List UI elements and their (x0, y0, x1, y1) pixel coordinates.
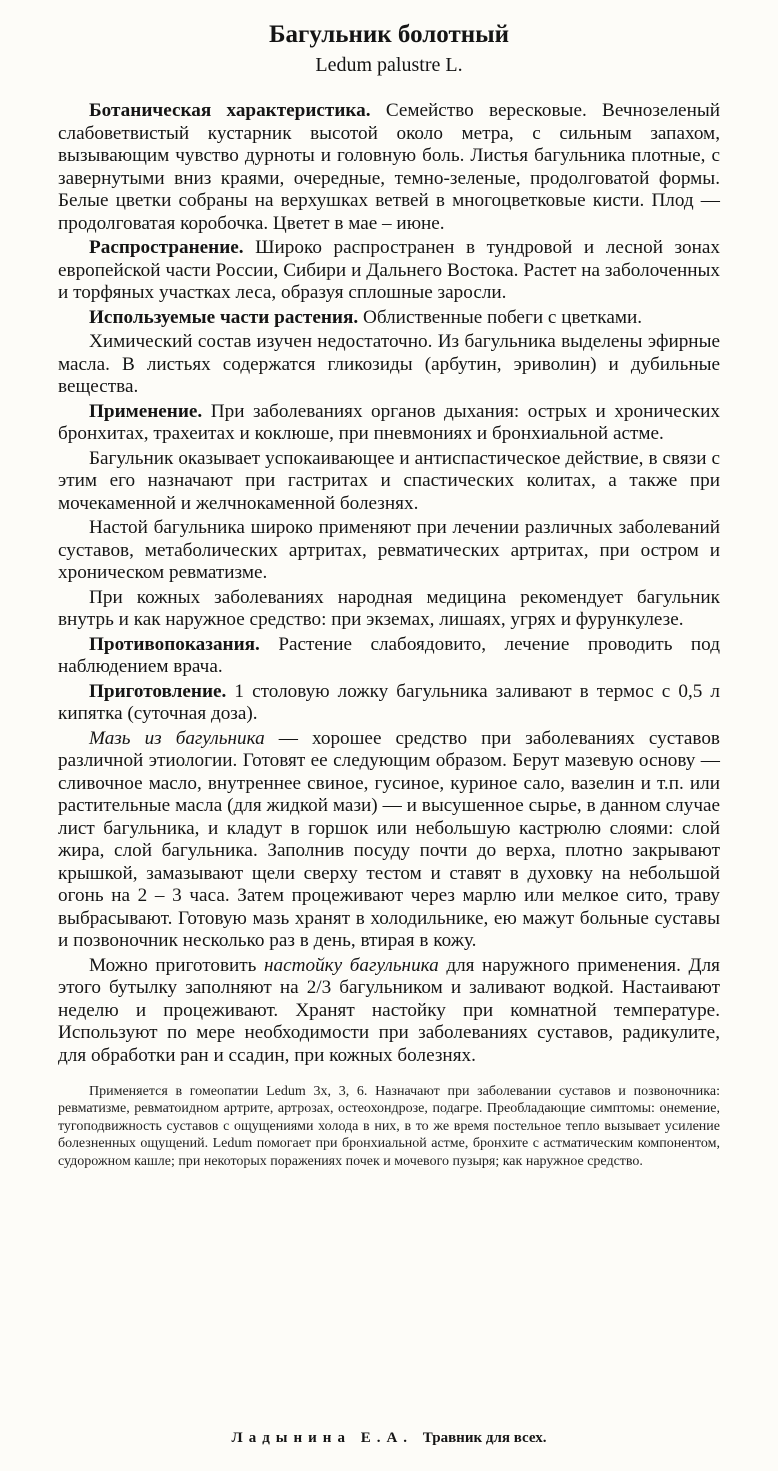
heading-preparation: Приготовление. (89, 680, 227, 702)
footer-citation (0, 1428, 778, 1448)
ointment-term: Мазь из багульника (89, 727, 265, 749)
paragraph-application: Применение. При заболеваниях органов дыхания: острых и хронических бронхитах, трахеитах и коклюше, при пневмониях и бронхиальной астме. (58, 400, 720, 444)
page-title: Багульник болотный (268, 21, 510, 48)
paragraph-skin: При кожных заболеваниях народная медицина рекомендует багульник внутрь и как наружное средство: при экземах, лишаях, угрях и фурункулезе. (58, 586, 720, 630)
heading-used-parts: Используемые части растения. (89, 306, 359, 328)
tincture-term: настойку багульника (264, 954, 439, 976)
paragraph-joints: Настой багульника широко применяют при лечении различных заболеваний суставов, метаболических артритах, ревматических артритах, при остром и хроническом ревматизме. (58, 517, 720, 583)
latin-name: Ledum palustre L. (315, 54, 463, 76)
footer-author: Ладынина Е.А. (231, 1430, 414, 1446)
paragraph-contraindications: Противопоказания. Растение слабоядовито, лечение проводить под наблюдением врача. (58, 633, 720, 677)
heading-botanical: Ботаническая характеристика. (89, 100, 371, 121)
paragraph-botanical: Ботаническая характеристика. Семейство вересковые. Вечнозеленый слабоветвистый кустарник высотой около метра, с сильным запахом, вызывающим чувство дурноты и головную боль. Листья багульника плотные, с завернутыми вниз краями, очередные, темно-зеленые, продолговатой формы. Белые цветки собраны на верхушках ветвей в многоцветковые кисти. Плод — продолговатая коробочка. Цветет в мае – июне. (58, 100, 720, 234)
paragraph-antispastic: Багульник оказывает успокаивающее и антиспастическое действие, в связи с этим его назначают при гастритах и спастических колитах, а также при мочекаменной и желчнокаменной болезнях. (58, 447, 720, 514)
paragraph-used-parts: Используемые части растения. Облиственные побеги с цветками. (89, 306, 643, 328)
paragraph-preparation: Приготовление. 1 столовую ложку багульника заливают в термос с 0,5 л кипятка (суточная доза). (58, 680, 720, 724)
heading-application: Применение. (89, 400, 203, 422)
paragraph-tincture: Можно приготовить настойку багульника для наружного применения. Для этого бутылку заполняют на 2/3 багульником и заливают водкой. Настаивают неделю и процеживают. Хранят настойку при комнатной температуре. Используют по мере необходимости при заболеваниях суставов, радикулите, для обработки ран и ссадин, при кожных болезнях. (58, 954, 720, 1066)
paragraph-chemistry: Химический состав изучен недостаточно. Из багульника выделены эфирные масла. В листьях содержатся гликозиды (арбутин, эриволин) и дубильные вещества. (58, 331, 720, 397)
paragraph-distribution: Распространение. Широко распространен в тундровой и лесной зонах европейской части России, Сибири и Дальнего Востока. Растет на заболоченных и торфяных участках леса, образуя сплошные заросли. (58, 237, 720, 303)
heading-contraindications: Противопоказания. (89, 633, 260, 655)
heading-distribution: Распространение. (89, 237, 244, 258)
footer-book-title: Травник для всех. (422, 1430, 547, 1446)
homeopathy-note: Применяется в гомеопатии Ledum 3x, 3, 6. Назначают при заболевании суставов и позвоночника: ревматизме, ревматоидном артрите, артрозах, остеохондрозе, подагре. Преобладающие симптомы: онемение, тугоподвижность суставов с ощущениями холода в них, в то же время постельное тепло вызывает усиление болезненных ощущений. Ledum помогает при бронхиальной астме, бронхите с астматическим компонентом, судорожном кашле; при некоторых поражениях почек и мочевого пузыря; как наружное средство. (58, 1084, 720, 1169)
article-body (58, 100, 720, 1067)
paragraph-ointment: Мазь из багульника — хорошее средство при заболеваниях суставов различной этиологии. Готовят ее следующим образом. Берут мазевую основу — сливочное масло, внутреннее свиное, гусиное, куриное сало, вазелин и т.п. или растительные масла (для жидкой мази) — и высушенное сырье, в данном случае лист багульника, и кладут в горшок или небольшую кастрюлю слоями: слой жира, слой багульника. Заполнив посуду почти до верха, плотно закрывают крышкой, замазывают щели сверху тестом и ставят в духовку на небольшой огонь на 2 – 3 часа. Затем процеживают через марлю или мелкое сито, траву выбрасывают. Готовую мазь хранят в холодильнике, ею мажут больные суставы и позвоночник несколько раз в день, втирая в кожу. (58, 727, 720, 951)
